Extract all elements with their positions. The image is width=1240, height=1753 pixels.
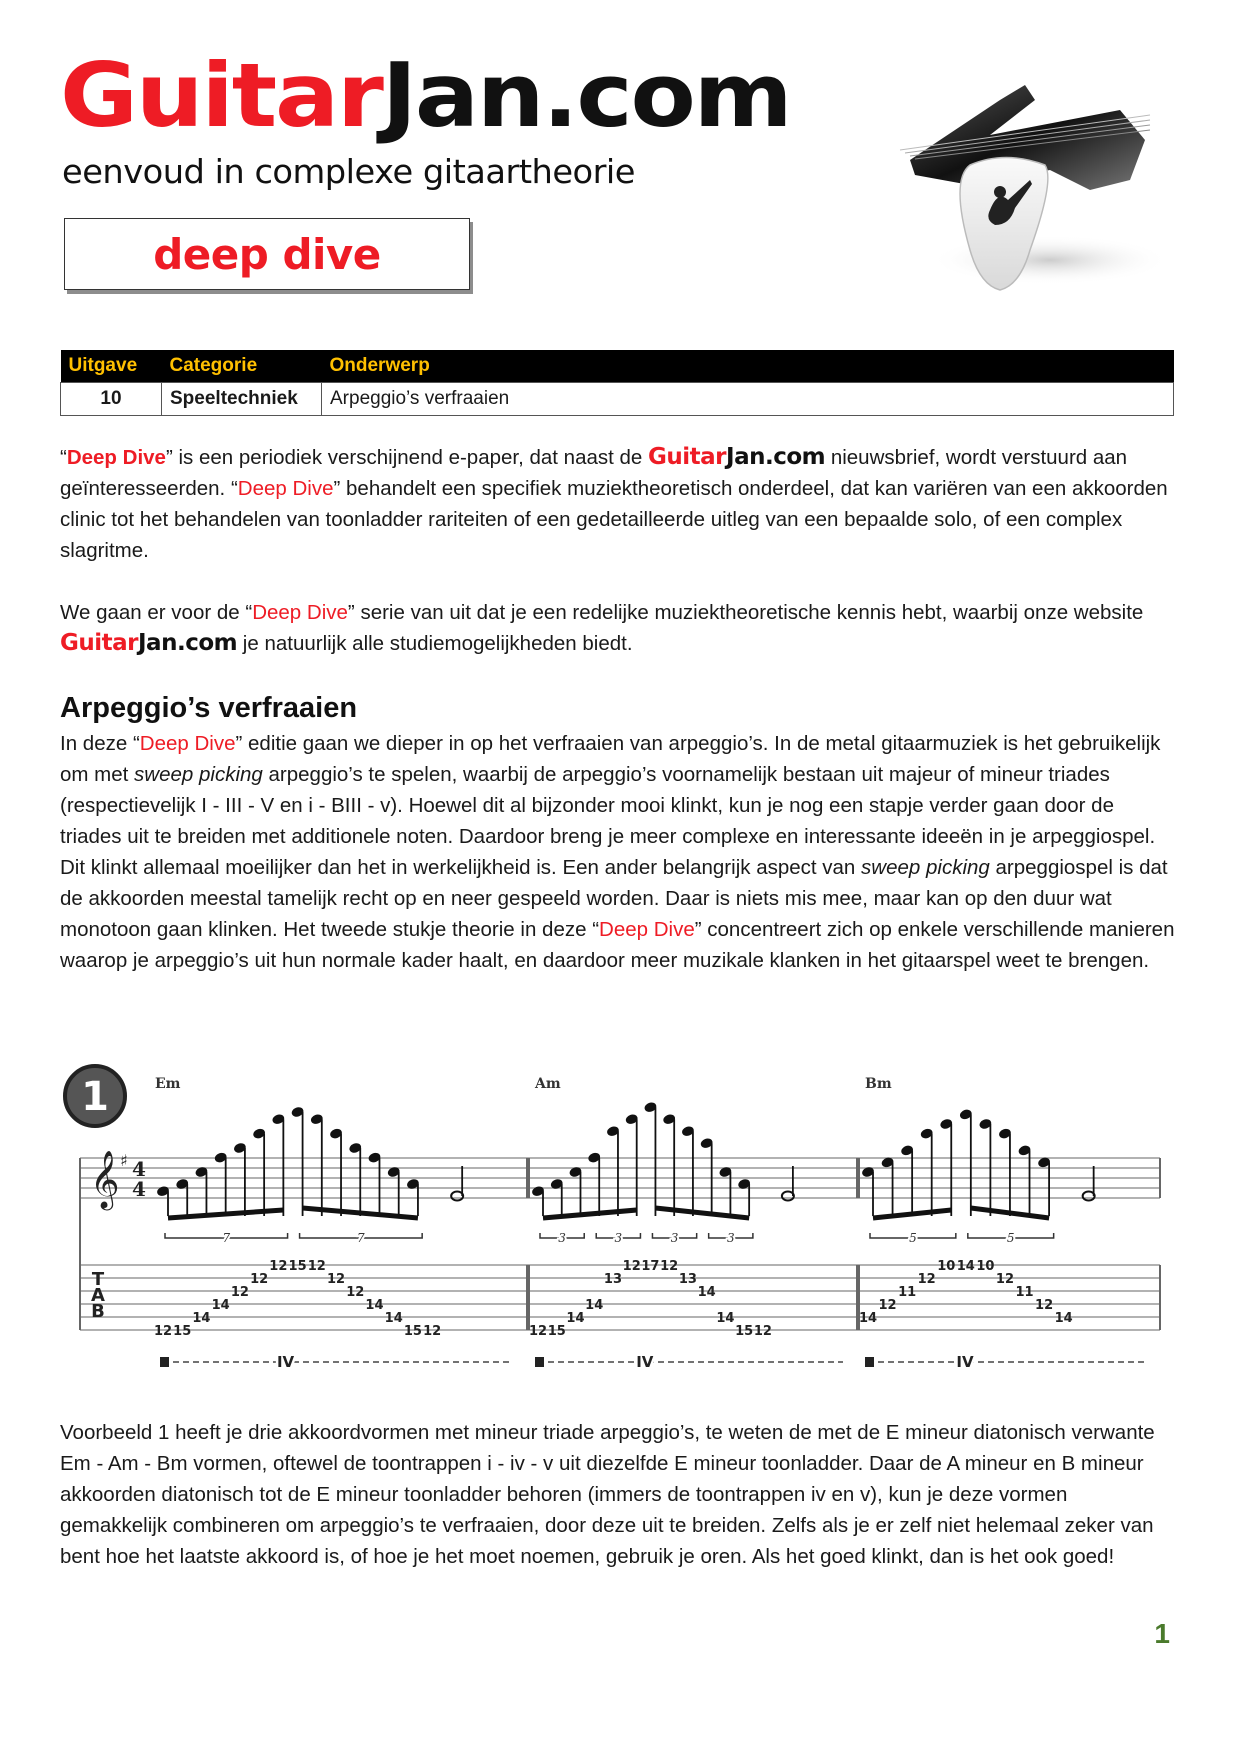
issue-subject: Arpeggio’s verfraaien <box>322 383 1174 416</box>
logo-guitar: Guitar <box>60 44 382 147</box>
deep-dive-badge-label: deep dive <box>153 229 381 279</box>
tab-fret-number: 12 <box>269 1259 288 1274</box>
tab-fret-number: 11 <box>898 1285 917 1300</box>
picking-indicator: IV <box>636 1353 654 1371</box>
downstroke-icon <box>865 1357 874 1367</box>
tab-fret-number: 15 <box>403 1324 422 1339</box>
tab-fret-number: 12 <box>878 1298 897 1313</box>
picking-indicator: IV <box>956 1353 974 1371</box>
intro-paragraph-2 <box>60 597 1180 659</box>
tuplet-number: 3 <box>614 1231 623 1245</box>
italic-term: sweep picking <box>861 856 990 879</box>
explanation-paragraph <box>60 1417 1180 1572</box>
tab-fret-number: 14 <box>384 1311 403 1326</box>
tab-fret-number: 10 <box>937 1259 956 1274</box>
tab-label-letter: B <box>91 1301 105 1322</box>
shadow <box>930 235 1170 285</box>
header-categorie: Categorie <box>162 350 322 383</box>
tuplet-number: 3 <box>726 1231 735 1245</box>
tab-fret-number: 14 <box>1054 1311 1073 1326</box>
issue-category: Speeltechniek <box>162 383 322 416</box>
beam <box>543 1210 637 1218</box>
tuplet-number: 7 <box>357 1231 365 1245</box>
tab-fret-number: 12 <box>528 1324 548 1339</box>
tab-fret-number: 15 <box>735 1324 754 1339</box>
chord-symbol: Bm <box>865 1076 892 1092</box>
treble-clef-icon: 𝄞 <box>90 1150 120 1208</box>
tab-fret-number: 12 <box>622 1259 641 1274</box>
guitar-pick-logo-image <box>880 60 1170 330</box>
tab-fret-number: 14 <box>956 1259 975 1274</box>
tab-fret-number: 12 <box>917 1272 936 1287</box>
site-tagline: eenvoud in complexe gitaartheorie <box>62 152 635 191</box>
explanation-text: Voorbeeld 1 heeft je drie akkoordvormen met mineur triade arpeggio’s, te weten de met de E mineur diatonisch verwante Em - Am - Bm vormen, oftewel de toontrappen i - iv - v uit diezelfde E mineur toonladder. Daar de A mineur en B mineur akkoorden diatonisch tot de E mineur toonladder behoren (immers de toontrappen iv en v), kun je deze vormen gemakkelijk combineren om arpeggio’s te verfraaien, door deze uit te breiden. Zelfs als je er zelf niet helemaal zeker van bent hoe het laatste akkoord is, of hoe je het moet noemen, gebruik je oren. Als het goed klinkt, dan is het ook goed! <box>60 1421 1155 1568</box>
section-title: Arpeggio’s verfraaien <box>60 692 358 724</box>
inline-brand-logo: GuitarJan.com <box>60 630 238 656</box>
tab-fret-number: 12 <box>753 1324 772 1339</box>
tab-fret-number: 12 <box>250 1272 269 1287</box>
logo-jan: Jan.com <box>381 44 791 147</box>
downstroke-icon <box>160 1357 169 1367</box>
tab-fret-number: 10 <box>976 1259 995 1274</box>
time-signature-bottom: 4 <box>132 1177 146 1201</box>
tab-fret-number: 14 <box>211 1298 230 1313</box>
tab-fret-number: 12 <box>307 1259 326 1274</box>
tab-fret-number: 15 <box>173 1324 192 1339</box>
tab-fret-number: 14 <box>566 1311 585 1326</box>
tab-fret-number: 15 <box>288 1259 307 1274</box>
tab-fret-number: 14 <box>365 1298 384 1313</box>
tab-fret-number: 14 <box>697 1285 716 1300</box>
tab-fret-number: 14 <box>585 1298 604 1313</box>
tab-fret-number: 14 <box>192 1311 211 1326</box>
time-signature-top: 4 <box>132 1157 146 1181</box>
tab-fret-number: 12 <box>230 1285 249 1300</box>
page-number: 1 <box>1154 1618 1170 1649</box>
beam <box>655 1208 749 1218</box>
tab-fret-number: 11 <box>1015 1285 1034 1300</box>
table-header-row <box>61 350 1174 383</box>
table-row <box>61 383 1174 416</box>
section-body <box>60 728 1180 976</box>
tuplet-number: 5 <box>909 1231 917 1245</box>
deep-dive-mention: Deep Dive <box>139 732 236 755</box>
music-notation-example <box>60 1060 1175 1390</box>
tab-fret-number: 14 <box>858 1311 878 1326</box>
tab-label-letter: T <box>91 1269 105 1290</box>
site-logo <box>60 44 791 147</box>
deep-dive-mention: Deep Dive <box>66 446 166 469</box>
key-signature-sharp: ♯ <box>120 1151 128 1170</box>
deep-dive-mention: Deep Dive <box>599 918 695 941</box>
issue-number: 10 <box>61 383 162 416</box>
tab-fret-number: 12 <box>660 1259 679 1274</box>
tab-fret-number: 15 <box>547 1324 566 1339</box>
tab-fret-number: 12 <box>326 1272 346 1287</box>
intro-paragraph-1 <box>60 442 1180 566</box>
deep-dive-mention: Deep Dive <box>237 477 334 500</box>
tuplet-number: 3 <box>670 1231 679 1245</box>
tab-label-letter: A <box>91 1285 105 1306</box>
issue-info-table <box>60 350 1174 416</box>
chord-symbol: Em <box>155 1076 181 1092</box>
tab-fret-number: 13 <box>603 1272 623 1287</box>
tab-fret-number: 17 <box>641 1259 660 1274</box>
tab-fret-number: 12 <box>1035 1298 1054 1313</box>
example-number: 1 <box>81 1074 109 1120</box>
tab-fret-number: 13 <box>678 1272 697 1287</box>
tab-fret-number: 12 <box>995 1272 1015 1287</box>
deep-dive-mention: Deep Dive <box>252 601 348 624</box>
tuplet-number: 3 <box>558 1231 566 1245</box>
rich-text: “Deep Dive” is een periodiek verschijnend e-paper, dat naast de GuitarJan.com nieuwsbrief, wordt verstuurd aan geïnteresseerden. “Deep Dive” behandelt een specifiek muziektheoretisch onderdeel, dat kan variëren van een akkoorden clinic tot het behandelen van toonladder rariteiten of een gedetailleerde uitleg van een bepaalde solo, of een complex slagritme. <box>60 444 1168 562</box>
header-uitgave: Uitgave <box>61 350 162 383</box>
tuplet-number: 7 <box>222 1231 231 1245</box>
tab-fret-number: 12 <box>423 1324 442 1339</box>
picking-indicator: IV <box>276 1353 295 1371</box>
tuplet-number: 5 <box>1006 1231 1015 1245</box>
rich-text: We gaan er voor de “Deep Dive” serie van uit dat je een redelijke muziektheoretische kennis hebt, waarbij onze website GuitarJan.com je natuurlijk alle studiemogelijkheden biedt. <box>60 601 1144 656</box>
tab-fret-number: 12 <box>346 1285 365 1300</box>
tab-fret-number: 14 <box>716 1311 735 1326</box>
chord-symbol: Am <box>535 1076 561 1092</box>
italic-term: sweep picking <box>134 763 263 786</box>
deep-dive-badge <box>64 218 470 290</box>
downstroke-icon <box>535 1357 544 1367</box>
tab-fret-number: 12 <box>153 1324 173 1339</box>
header-onderwerp: Onderwerp <box>322 350 1174 383</box>
inline-brand-logo: GuitarJan.com <box>648 444 826 470</box>
rich-text: In deze “Deep Dive” editie gaan we dieper in op het verfraaien van arpeggio’s. In de metal gitaarmuziek is het gebruikelijk om met sweep picking arpeggio’s te spelen, waarbij de arpeggio’s voornamelijk bestaan uit majeur of mineur triades (respectievelijk I - III - V en i - BIII - v). Hoewel dit al bijzonder mooi klinkt, kun je nog een stapje verder gaan door de triades uit te breiden met additionele noten. Daardoor breng je meer complexe en interessante ideeën in je arpeggiospel. Dit klinkt allemaal moeilijker dan het in werkelijkheid is. Een ander belangrijk aspect van sweep picking arpeggiospel is dat de akkoorden meestal tamelijk recht op en neer gespeeld worden. Daar is niets mis mee, maar kan op den duur wat monotoon gaan klinken. Het tweede stukje theorie in deze “Deep Dive” concentreert zich op enkele verschillende manieren waarop je arpeggio’s uit hun normale kader haalt, en daardoor meer muzikale klanken in het gitaarspel weet te brengen. <box>60 732 1175 972</box>
